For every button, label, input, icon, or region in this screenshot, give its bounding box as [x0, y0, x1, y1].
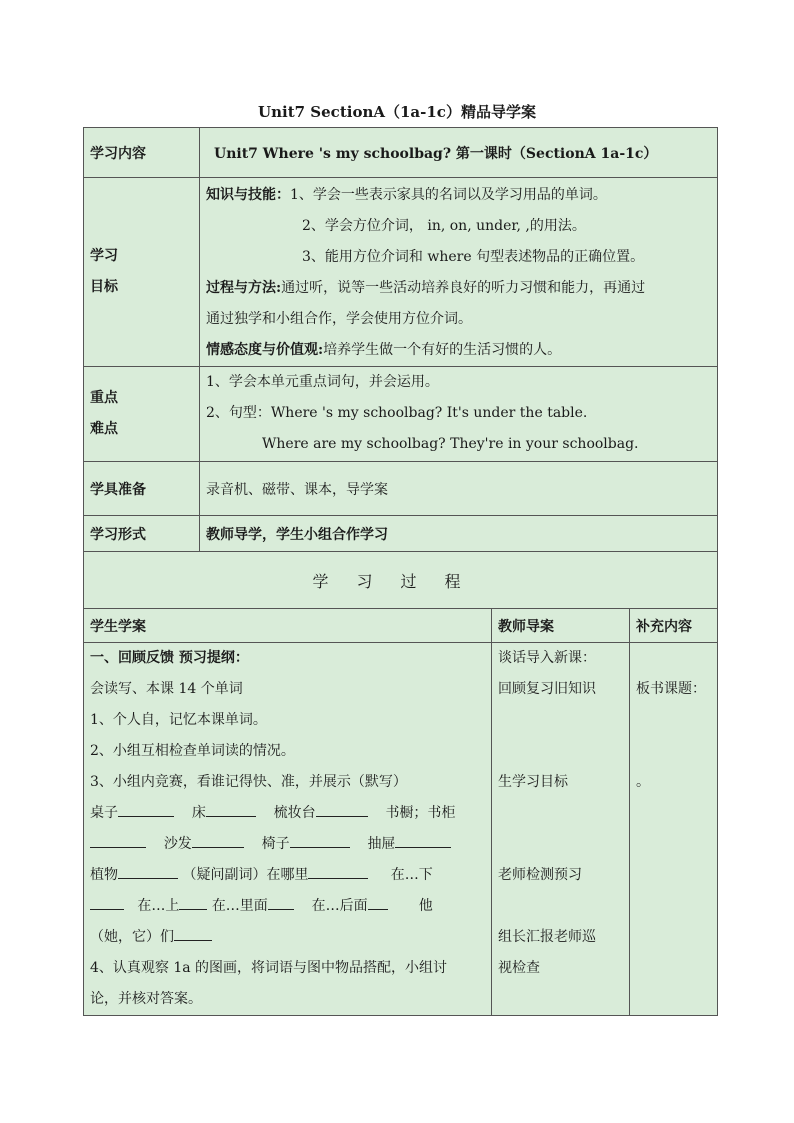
blank-plant[interactable]	[118, 862, 178, 879]
knowledge-line-2: 2、学会方位介词， in, on, under, ,的用法。	[302, 218, 586, 234]
keypoints-line-2: 2、句型：Where 's my schoolbag? It's under the table.	[206, 405, 588, 421]
teacher-line-2: 回顾复习旧知识	[498, 681, 596, 697]
student-line-4: 3、小组内竞赛，看谁记得快、准，并展示（默写）	[90, 774, 407, 790]
word-bed: 床	[191, 805, 206, 821]
vocab-row-2	[90, 829, 485, 860]
blank-behind[interactable]	[368, 893, 388, 910]
knowledge-line-1: 1、学会一些表示家具的名词以及学习用品的单词。	[290, 187, 607, 203]
vocab-row-3	[90, 860, 485, 891]
word-on: 在…上	[137, 898, 180, 914]
word-sofa: 沙发	[163, 836, 192, 852]
blank-bed[interactable]	[206, 800, 256, 817]
student-line-1: 会读写、本课 14 个单词	[90, 681, 243, 697]
blank-table[interactable]	[118, 800, 174, 817]
extra-column-header: 补充内容	[630, 609, 718, 643]
extra-line-1: 板书课题：	[636, 681, 706, 697]
blank-drawer[interactable]	[395, 831, 451, 848]
teacher-line-4: 老师检测预习	[498, 867, 582, 883]
word-dresser: 梳妆台	[273, 805, 316, 821]
vocab-row-1	[90, 798, 485, 829]
blank-bookcase[interactable]	[90, 831, 146, 848]
word-behind: 在…后面	[311, 898, 368, 914]
process-heading: 学习过程	[84, 552, 718, 609]
blank-dresser[interactable]	[316, 800, 368, 817]
keypoints-label-line1: 重点	[90, 390, 118, 406]
form-label: 学习形式	[84, 516, 200, 552]
student-plan-cell	[84, 643, 492, 1016]
blank-on[interactable]	[179, 893, 207, 910]
teacher-line-3: 生学习目标	[498, 774, 568, 790]
teacher-plan-cell	[492, 643, 630, 1016]
word-he: 他	[418, 898, 433, 914]
process-method-line-1: 通过听，说等一些活动培养良好的听力习惯和能力，再通过	[281, 280, 646, 296]
keypoints-label-line2: 难点	[90, 421, 118, 437]
extra-content-cell	[630, 643, 718, 1016]
word-table: 桌子	[90, 805, 118, 821]
tools-label: 学具准备	[84, 462, 200, 516]
document-title: Unit7 SectionA（1a-1c）精品导学案	[258, 103, 536, 121]
student-line-2: 1、个人自，记忆本课单词。	[90, 712, 267, 728]
knowledge-line-3: 3、能用方位介词和 where 句型表述物品的正确位置。	[302, 249, 645, 265]
blank-chair[interactable]	[290, 831, 350, 848]
content-label: 学习内容	[84, 128, 200, 178]
student-heading: 一、回顾反馈 预习提纲：	[90, 650, 249, 666]
keypoints-line-1: 1、学会本单元重点词句，并会运用。	[206, 374, 439, 390]
lesson-plan-table	[83, 127, 718, 1016]
blank-sofa[interactable]	[192, 831, 244, 848]
student-column-header: 学生学案	[84, 609, 492, 643]
goals-content	[200, 178, 718, 367]
word-plant: 植物	[90, 867, 118, 883]
content-value: Unit7 Where 's my schoolbag? 第一课时（SectionA 1a-1c）	[200, 128, 718, 178]
word-bookcase: 书橱；书柜	[385, 805, 456, 821]
emotion-heading: 情感态度与价值观:	[206, 342, 324, 358]
vocab-row-4	[90, 891, 485, 922]
tools-value: 录音机、磁带、课本，导学案	[200, 462, 718, 516]
blank-in[interactable]	[268, 893, 294, 910]
word-drawer: 抽屉	[367, 836, 396, 852]
keypoints-label	[84, 367, 200, 462]
word-they: （她，它）们	[90, 929, 174, 945]
teacher-line-5: 组长汇报老师巡	[498, 929, 596, 945]
word-in: 在…里面	[211, 898, 268, 914]
goals-label	[84, 178, 200, 367]
emotion-line: 培养学生做一个有好的生活习惯的人。	[323, 342, 562, 358]
goals-label-line1: 学习	[90, 248, 118, 264]
goals-label-line2: 目标	[90, 279, 118, 295]
teacher-line-1: 谈话导入新课：	[498, 650, 596, 666]
blank-where[interactable]	[308, 862, 368, 879]
word-under: 在…下	[390, 867, 433, 883]
word-chair: 椅子	[261, 836, 290, 852]
student-line-3: 2、小组互相检查单词读的情况。	[90, 743, 295, 759]
keypoints-content	[200, 367, 718, 462]
teacher-column-header: 教师导案	[492, 609, 630, 643]
blank-under[interactable]	[90, 893, 124, 910]
vocab-row-5	[90, 922, 485, 953]
form-value: 教师导学，学生小组合作学习	[200, 516, 718, 552]
student-line-5: 4、认真观察 1a 的图画，将词语与图中物品搭配，小组讨	[90, 960, 448, 976]
blank-they[interactable]	[174, 924, 212, 941]
extra-line-2: 。	[636, 774, 650, 790]
keypoints-line-3: Where are my schoolbag? They're in your schoolbag.	[262, 436, 639, 452]
word-where: （疑问副词）在哪里	[182, 867, 309, 883]
process-method-line-2: 通过独学和小组合作，学会使用方位介词。	[206, 311, 472, 327]
student-line-6: 论，并核对答案。	[90, 991, 202, 1007]
knowledge-heading: 知识与技能：	[206, 187, 290, 203]
teacher-line-6: 视检查	[498, 960, 540, 976]
process-method-heading: 过程与方法:	[206, 280, 282, 296]
